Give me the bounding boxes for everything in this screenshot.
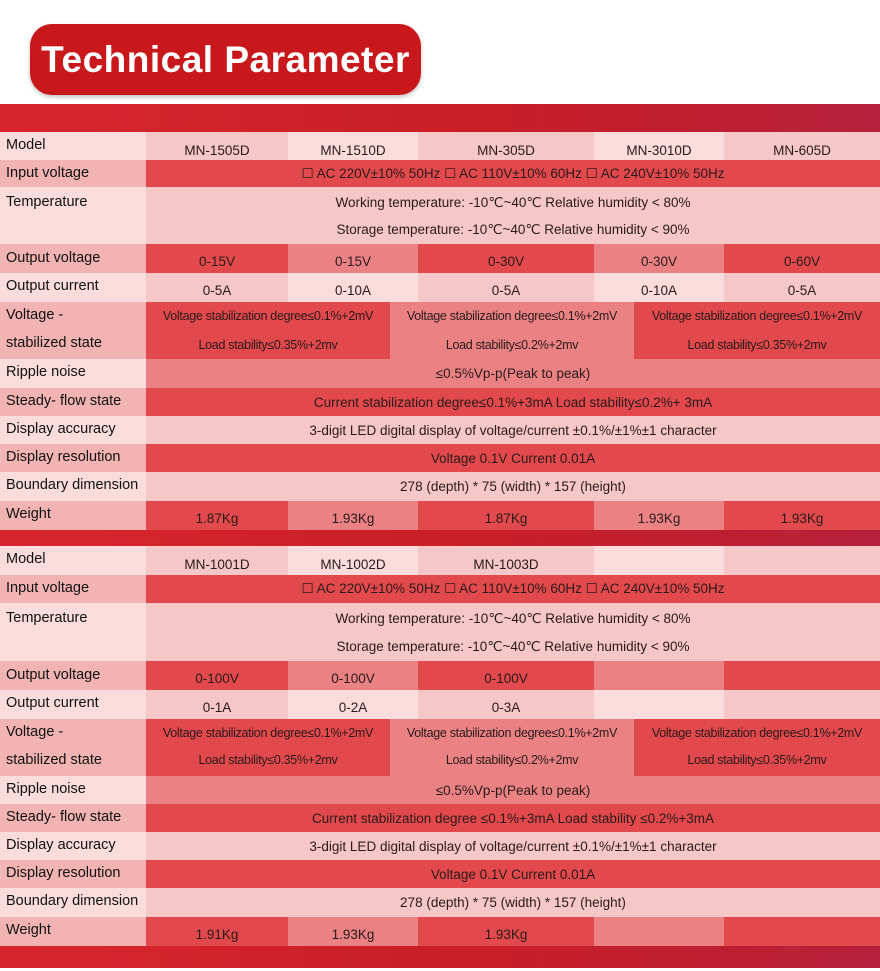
temperature-storage: Storage temperature: -10℃~40℃ Relative humidity < 90% [336,222,690,237]
row-weight [0,917,880,946]
row-label: Display resolution [0,860,146,888]
weight-cell [594,917,724,946]
vs-degree: Voltage stabilization degree≤0.1%+2mV [406,726,618,740]
output-voltage-cell: 0-15V [288,244,418,273]
row-ripple-noise [0,359,880,388]
vs-cell [634,302,880,359]
vs-cell [390,719,634,776]
output-current-cell: 0-5A [146,273,288,302]
weight-cell: 1.91Kg [146,917,288,946]
spec-table-2 [0,546,880,946]
steady-cell: Current stabilization degree≤0.1%+3mA Load stability≤0.2%+ 3mA [146,388,880,416]
row-voltage-stabilized [0,302,880,359]
row-boundary-dimension [0,888,880,917]
output-voltage-cell: 0-15V [146,244,288,273]
weight-cell: 1.93Kg [418,917,594,946]
row-label: Weight [0,501,146,530]
row-label-line2: stabilized state [6,335,102,351]
row-temperature [0,187,880,244]
row-input-voltage [0,575,880,603]
ripple-cell: ≤0.5%Vp-p(Peak to peak) [146,359,880,388]
display-resolution-cell: Voltage 0.1V Current 0.01A [146,444,880,472]
model-cell [594,546,724,575]
output-voltage-cell: 0-100V [288,661,418,690]
temperature-working: Working temperature: -10℃~40℃ Relative humidity < 80% [335,195,691,210]
row-display-resolution [0,860,880,888]
output-voltage-cell: 0-60V [724,244,880,273]
row-boundary-dimension [0,472,880,501]
output-voltage-cell [724,661,880,690]
row-label: Steady- flow state [0,388,146,416]
model-cell: MN-605D [724,132,880,160]
row-input-voltage [0,160,880,187]
input-voltage-cell: ☐ AC 220V±10% 50Hz ☐ AC 110V±10% 60Hz ☐ AC 240V±10% 50Hz [146,575,880,603]
display-accuracy-cell: 3-digit LED digital display of voltage/current ±0.1%/±1%±1 character [146,416,880,444]
row-label: Model [0,132,146,160]
row-label: Temperature [0,187,146,244]
row-label [0,302,146,359]
row-steady-flow [0,804,880,832]
vs-cell [146,719,390,776]
model-cell: MN-305D [418,132,594,160]
output-current-cell [724,690,880,719]
output-voltage-cell: 0-30V [594,244,724,273]
row-label: Weight [0,917,146,946]
vs-degree: Voltage stabilization degree≤0.1%+2mV [651,726,863,740]
model-cell: MN-1002D [288,546,418,575]
row-label: Display accuracy [0,832,146,860]
row-ripple-noise [0,776,880,804]
output-voltage-cell: 0-100V [146,661,288,690]
vs-cell [634,719,880,776]
model-cell: MN-1003D [418,546,594,575]
row-label: Steady- flow state [0,804,146,832]
row-label: Boundary dimension [0,472,146,501]
input-voltage-cell: ☐ AC 220V±10% 50Hz ☐ AC 110V±10% 60Hz ☐ AC 240V±10% 50Hz [146,160,880,187]
vs-degree: Voltage stabilization degree≤0.1%+2mV [162,726,374,740]
row-display-accuracy [0,832,880,860]
vs-load: Load stability≤0.35%+2mv [198,338,338,352]
output-voltage-cell [594,661,724,690]
row-label: Boundary dimension [0,888,146,917]
output-current-cell: 0-2A [288,690,418,719]
output-current-cell: 0-3A [418,690,594,719]
row-temperature [0,603,880,661]
boundary-cell: 278 (depth) * 75 (width) * 157 (height) [146,472,880,501]
temperature-storage: Storage temperature: -10℃~40℃ Relative humidity < 90% [336,639,690,654]
vs-load: Load stability≤0.35%+2mv [687,753,827,767]
vs-cell [390,302,634,359]
output-current-cell: 0-10A [594,273,724,302]
output-voltage-cell: 0-100V [418,661,594,690]
temperature-working: Working temperature: -10℃~40℃ Relative humidity < 80% [335,611,691,626]
weight-cell: 1.87Kg [418,501,594,530]
row-label: Input voltage [0,575,146,603]
row-label: Ripple noise [0,359,146,388]
model-cell [724,546,880,575]
header-band [0,104,880,132]
weight-cell [724,917,880,946]
row-voltage-stabilized [0,719,880,776]
vs-degree: Voltage stabilization degree≤0.1%+2mV [651,309,863,323]
row-output-voltage [0,661,880,690]
row-output-current [0,273,880,302]
row-label-line1: Voltage - [6,307,64,323]
row-label: Model [0,546,146,575]
spec-table-1 [0,132,880,530]
ripple-cell: ≤0.5%Vp-p(Peak to peak) [146,776,880,804]
vs-cell [146,302,390,359]
row-display-accuracy [0,416,880,444]
vs-load: Load stability≤0.2%+2mv [445,753,579,767]
vs-degree: Voltage stabilization degree≤0.1%+2mV [162,309,374,323]
row-steady-flow [0,388,880,416]
display-resolution-cell: Voltage 0.1V Current 0.01A [146,860,880,888]
row-display-resolution [0,444,880,472]
model-cell: MN-1505D [146,132,288,160]
row-label-line1: Voltage - [6,724,64,740]
row-label: Temperature [0,603,146,661]
weight-cell: 1.87Kg [146,501,288,530]
model-cell: MN-3010D [594,132,724,160]
temperature-cell [146,603,880,661]
row-label: Ripple noise [0,776,146,804]
vs-load: Load stability≤0.35%+2mv [198,753,338,767]
model-cell: MN-1001D [146,546,288,575]
row-label: Output voltage [0,244,146,273]
display-accuracy-cell: 3-digit LED digital display of voltage/current ±0.1%/±1%±1 character [146,832,880,860]
temperature-cell [146,187,880,244]
output-current-cell [594,690,724,719]
weight-cell: 1.93Kg [594,501,724,530]
row-label: Input voltage [0,160,146,187]
row-model [0,132,880,160]
row-label: Display accuracy [0,416,146,444]
row-label: Output current [0,273,146,302]
model-cell: MN-1510D [288,132,418,160]
vs-load: Load stability≤0.35%+2mv [687,338,827,352]
boundary-cell: 278 (depth) * 75 (width) * 157 (height) [146,888,880,917]
weight-cell: 1.93Kg [288,917,418,946]
steady-cell: Current stabilization degree ≤0.1%+3mA Load stability ≤0.2%+3mA [146,804,880,832]
output-current-cell: 0-5A [724,273,880,302]
weight-cell: 1.93Kg [724,501,880,530]
divider-band [0,530,880,546]
row-label [0,719,146,776]
footer-band [0,946,880,968]
row-output-voltage [0,244,880,273]
vs-load: Load stability≤0.2%+2mv [445,338,579,352]
row-model [0,546,880,575]
vs-degree: Voltage stabilization degree≤0.1%+2mV [406,309,618,323]
row-label: Output current [0,690,146,719]
output-voltage-cell: 0-30V [418,244,594,273]
row-weight [0,501,880,530]
output-current-cell: 0-10A [288,273,418,302]
page-title: Technical Parameter [30,24,421,95]
row-output-current [0,690,880,719]
weight-cell: 1.93Kg [288,501,418,530]
output-current-cell: 0-1A [146,690,288,719]
output-current-cell: 0-5A [418,273,594,302]
row-label: Display resolution [0,444,146,472]
row-label: Output voltage [0,661,146,690]
row-label-line2: stabilized state [6,752,102,768]
